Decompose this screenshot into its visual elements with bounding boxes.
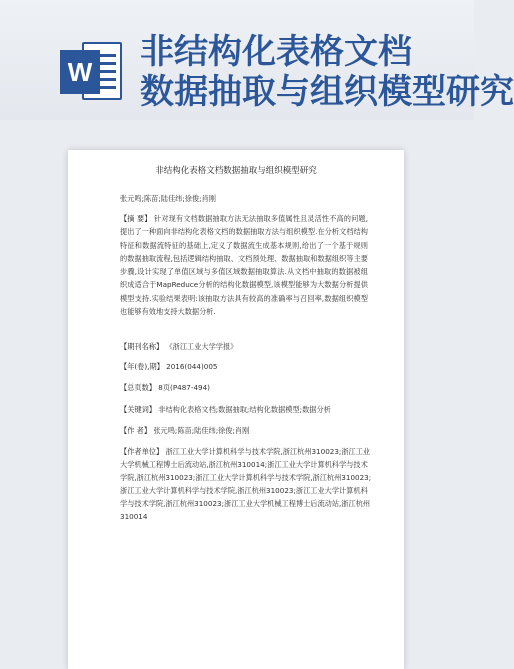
document-page [68, 150, 404, 669]
abstract [120, 212, 368, 318]
issue-value: 2016(044)005 [166, 362, 218, 371]
issue-label: 【年(卷),期】 [120, 362, 164, 371]
banner-title [140, 32, 514, 112]
author-line: 张元鸣;陈苗;陆佳纬;徐俊;肖刚 [120, 194, 216, 203]
word-logo-letter: W [60, 50, 100, 94]
affiliation-label: 【作者单位】 [120, 447, 164, 456]
pages-label: 【总页数】 [120, 383, 156, 392]
keywords-label: 【关键词】 [120, 405, 156, 414]
keywords-value: 非结构化表格文档;数据抽取;结构化数据模型;数据分析 [158, 405, 331, 414]
banner [0, 0, 514, 120]
author-label: 【作 者】 [120, 426, 152, 435]
author-row [120, 424, 372, 437]
word-document-icon [60, 38, 122, 104]
banner-title-line1: 非结构化表格文档 [140, 32, 412, 72]
author-value: 张元鸣;陈苗;陆佳纬;徐俊;肖刚 [153, 426, 250, 435]
keywords-row [120, 403, 372, 416]
affiliation-row [120, 445, 372, 523]
issue-row [120, 360, 372, 373]
affiliation-value: 浙江工业大学计算机科学与技术学院,浙江杭州310023;浙江工业大学机械工程博士后流动站,浙江杭州310014;浙江工业大学计算机科学与技术学院,浙江杭州310023;浙江工业大学计算机科学与技术学院,浙江杭州310023;浙江工业大学计算机科学与技术学院,浙江杭州310023;浙江工业大学计算机科学与技术学院,浙江杭州310023;浙江工业大学机械工程博士后流动站,浙江杭州 310014 [120, 447, 372, 521]
pages-value: 8页(P487-494) [158, 383, 210, 392]
banner-title-line2: 数据抽取与组织模型研究 [140, 72, 514, 112]
journal-label: 【期刊名称】 [120, 342, 164, 351]
journal-value: 《浙江工业大学学报》 [165, 342, 238, 351]
pages-row [120, 381, 372, 394]
abstract-text: 针对现有文档数据抽取方法无法抽取多值属性且灵活性不高的问题,提出了一种面向非结构化表格文档的数据抽取方法与组织模型.在分析文档结构特征和数据流特征的基础上,定义了数据流生成基本规则,给出了一个基于规则的数据抽取流程,包括逻辑结构抽取、文档预处理、数据抽取和数据组织等主要步骤,设计实现了单值区域与多值区域数据抽取算法.从文档中抽取的数据被组织成适合于MapReduce分析的结构化数据模型,该模型能够为大数据分析提供模型支持.实验结果表明:该抽取方法具有较高的准确率与召回率,数据组织模型也能够有效地支持大数据分析. [120, 214, 368, 317]
document-title: 非结构化表格文档数据抽取与组织模型研究 [155, 166, 317, 176]
abstract-label: 【摘 要】 [120, 214, 152, 223]
journal-row [120, 340, 372, 353]
